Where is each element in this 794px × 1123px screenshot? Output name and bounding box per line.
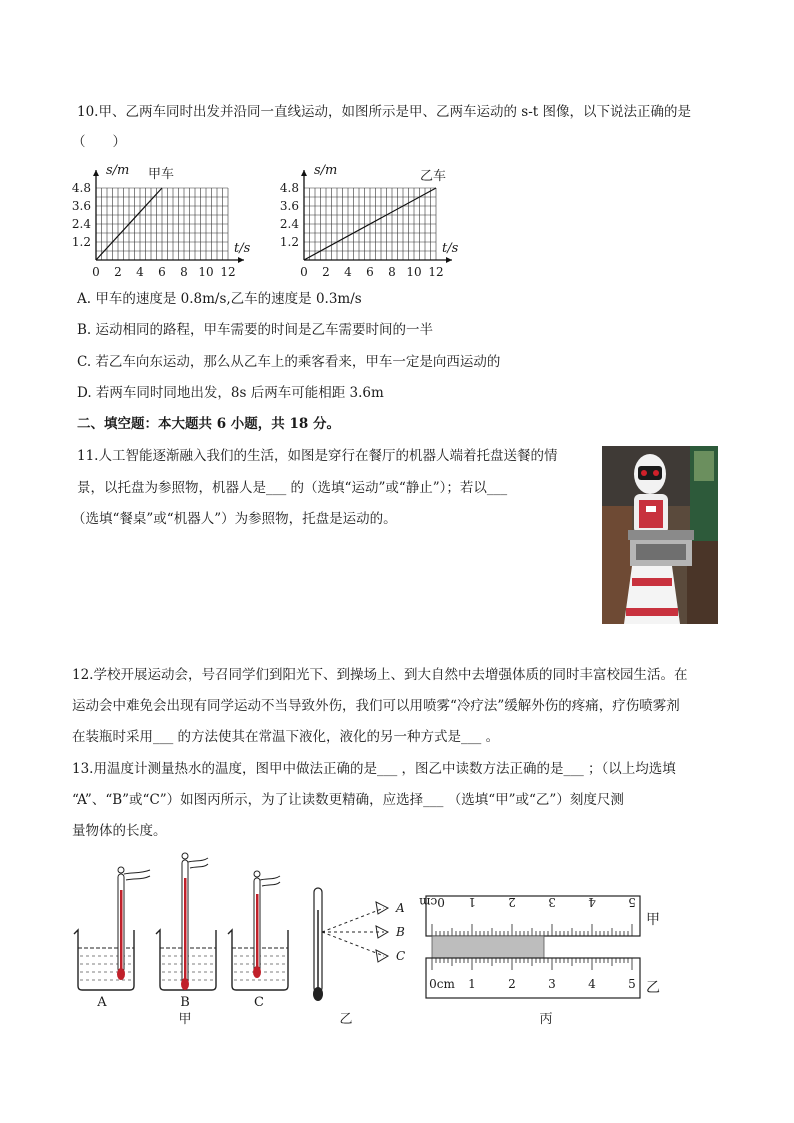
- q11-line2: 景，以托盘为参照物，机器人是___ 的（选填“运动”或“静止”）；若以___: [77, 480, 508, 496]
- robot-photo: [602, 446, 718, 624]
- section-title: 二、填空题：本大题共 6 小题，共 18 分。: [77, 416, 340, 432]
- beaker-b: [156, 853, 216, 990]
- graph-jia-y-tick: 1.2: [71, 235, 91, 249]
- beaker-a-label: A: [97, 995, 107, 1010]
- graph-jia-x-tick: 10: [198, 265, 214, 279]
- ruler-bottom-tick-label: 2: [508, 977, 516, 991]
- ruler-bottom-label: 乙: [646, 980, 660, 996]
- graph-yi-y-tick: 1.2: [279, 235, 299, 249]
- graph-yi-x-arrow: [446, 257, 452, 263]
- graph-yi-x-tick: 12: [428, 265, 444, 279]
- graph-jia-y-label: s/m: [106, 163, 130, 178]
- ruler-bottom-tick-label: 5: [628, 977, 636, 991]
- graph-jia-y-arrow: [93, 170, 99, 176]
- ruler-bottom-tick-label: 1: [468, 977, 476, 991]
- q12-line1: 12.学校开展运动会，号召同学们到阳光下、到操场上、到大自然中去增强体质的同时丰富校园生活。在: [72, 667, 688, 683]
- q10-stem-line2: （ ）: [72, 134, 126, 150]
- graph-yi-car-label: 乙车: [420, 169, 447, 184]
- graph-jia-x-arrow: [238, 257, 244, 263]
- graph-jia-x-tick: 8: [180, 265, 188, 279]
- graph-yi: [270, 158, 470, 283]
- figure-bing-rulers: [418, 880, 668, 1030]
- graph-yi-x-tick: 6: [366, 265, 374, 279]
- figure-yi-reading: [306, 850, 406, 1030]
- q12-line3: 在装瓶时采用___ 的方法使其在常温下液化，液化的另一种方式是___ 。: [72, 729, 500, 745]
- graph-jia-x-tick: 6: [158, 265, 166, 279]
- q10-stem-line1: 10.甲、乙两车同时出发并沿同一直线运动，如图所示是甲、乙两车运动的 s-t 图像，以下说法正确的是: [77, 104, 691, 120]
- graph-jia-x-tick: 12: [220, 265, 236, 279]
- graph-jia-x-tick: 0: [92, 265, 100, 279]
- q13-line2: “A”、“B”或“C”）如图丙所示，为了让读数更精确，应选择___ （选填“甲”或“乙”）刻度尺测: [72, 792, 624, 808]
- ruler-top-tick-label: 2: [508, 895, 516, 909]
- figure-jia-beakers: [66, 850, 306, 1030]
- q13-line1: 13.用温度计测量热水的温度，图甲中做法正确的是___ ，图乙中读数方法正确的是___ ；（以上均选填: [72, 761, 676, 777]
- figure-yi-label: 乙: [339, 1012, 353, 1027]
- beaker-c-label: C: [254, 995, 264, 1010]
- q12-line2: 运动会中难免会出现有同学运动不当导致外伤，我们可以用喷雾“冷疗法”缓解外伤的疼痛，疗伤喷雾剂: [72, 698, 680, 714]
- ruler-top-tick-label: 4: [588, 895, 596, 909]
- ruler-top-tick-label: 5: [628, 895, 636, 909]
- graph-jia-y-tick: 2.4: [71, 217, 91, 231]
- q10-option-a: A. 甲车的速度是 0.8m/s,乙车的速度是 0.3m/s: [77, 291, 362, 307]
- ruler-bottom-tick-label: 4: [588, 977, 596, 991]
- ruler-top-tick-label: 1: [468, 895, 476, 909]
- graph-jia-x-tick: 4: [136, 265, 144, 279]
- q11-line3: （选填“餐桌”或“机器人”）为参照物，托盘是运动的。: [72, 511, 397, 527]
- graph-yi-x-tick: 2: [322, 265, 330, 279]
- beaker-b-label: B: [180, 995, 190, 1010]
- beaker-c: [228, 871, 288, 990]
- figure-jia-label: 甲: [178, 1012, 192, 1027]
- eye-a-label: A: [396, 901, 405, 915]
- q10-option-d: D. 若两车同时同地出发，8s 后两车可能相距 3.6m: [77, 385, 384, 401]
- q10-option-c: C. 若乙车向东运动，那么从乙车上的乘客看来，甲车一定是向西运动的: [77, 354, 501, 370]
- graph-yi-x-tick: 8: [388, 265, 396, 279]
- eye-b-label: B: [396, 925, 405, 939]
- eye-c-label: C: [396, 949, 406, 963]
- figure-bing-label: 丙: [539, 1012, 553, 1027]
- graph-jia-y-tick: 4.8: [71, 181, 91, 195]
- q13-line3: 量物体的长度。: [72, 823, 167, 839]
- graph-yi-x-label: t/s: [442, 241, 459, 256]
- graph-yi-y-label: s/m: [314, 163, 338, 178]
- graph-yi-y-tick: 4.8: [279, 181, 299, 195]
- ruler-top-tick-label: 3: [548, 895, 556, 909]
- graph-yi-x-tick: 0: [300, 265, 308, 279]
- graph-jia-car-label: 甲车: [148, 167, 175, 182]
- ruler-top-tick-label: 0cm: [419, 895, 445, 909]
- beaker-a: [74, 867, 150, 990]
- q11-line1: 11.人工智能逐渐融入我们的生活，如图是穿行在餐厅的机器人端着托盘送餐的情: [77, 448, 558, 464]
- graph-jia-x-label: t/s: [234, 241, 251, 256]
- graph-jia-x-tick: 2: [114, 265, 122, 279]
- graph-jia: [62, 158, 262, 283]
- ruler-bottom-tick-label: 0cm: [429, 977, 455, 991]
- graph-yi-x-tick: 4: [344, 265, 352, 279]
- ruler-bottom-tick-label: 3: [548, 977, 556, 991]
- ruler-top-label: 甲: [646, 912, 660, 928]
- graph-yi-y-tick: 2.4: [279, 217, 299, 231]
- graph-yi-y-arrow: [301, 170, 307, 176]
- graph-yi-x-tick: 10: [406, 265, 422, 279]
- graph-yi-y-tick: 3.6: [279, 199, 299, 213]
- q10-option-b: B. 运动相同的路程，甲车需要的时间是乙车需要时间的一半: [77, 322, 434, 338]
- graph-jia-y-tick: 3.6: [71, 199, 91, 213]
